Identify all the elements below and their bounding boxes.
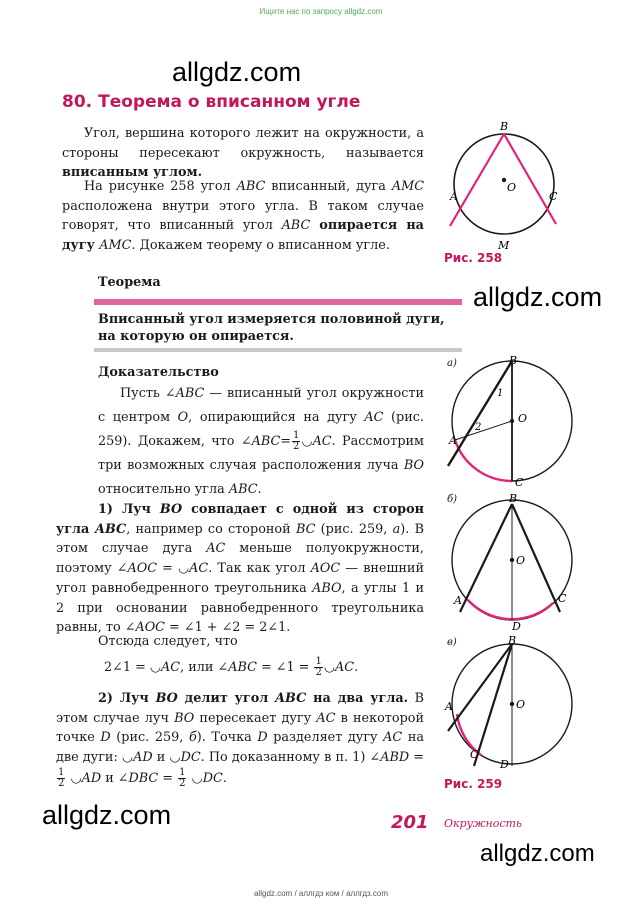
center-point: [510, 419, 514, 423]
fraction: $\frac{1}{2}$: [293, 430, 300, 452]
proof-heading: Доказательство: [98, 365, 219, 380]
case-2-paragraph: 2) Луч BO делит угол ABC на два угла. В этом случае луч BO пересекает дугу AC в некоторой точке D (рис. 259, б). Точка D разделяет дугу AC на две дуги: ◡AD и ◡DC. По доказанному в п. 1) ∠ABD = $\frac{1}{2}$ ◡AD и ∠DBC = $\frac{1}{2}$ ◡DC.: [56, 691, 424, 789]
section-number: 80.: [62, 92, 93, 112]
figure-259b: [440, 490, 590, 630]
side-bc: [474, 644, 512, 766]
label-o: O: [518, 412, 528, 425]
figure-258-caption: Рис. 258: [444, 251, 503, 265]
arc-ac: [455, 440, 512, 481]
label-b: B: [500, 120, 509, 133]
intro-paragraph-2: На рисунке 258 угол ABC вписанный, дуга AMC расположена внутри этого угла. В таком случае говорят, что вписанный угол ABC опирается на дугу AMC. Докажем теорему о вписанном угле.: [62, 179, 424, 254]
segment-ao: [455, 421, 512, 440]
label-b: B: [509, 492, 518, 505]
label-c: C: [515, 476, 524, 489]
figure-259b-label: б): [447, 494, 458, 505]
side-bc: [504, 134, 556, 224]
fraction: $\frac{1}{2}$: [315, 656, 322, 678]
circle: [454, 134, 554, 234]
watermark: allgdz.com: [42, 800, 172, 830]
side-ba: [448, 644, 512, 731]
center-point: [502, 178, 506, 182]
page-number: 201: [391, 812, 429, 833]
bottom-note: allgdz.com / аллгдз ком / аллгдз.com: [253, 889, 389, 898]
figure-259a: [440, 354, 590, 494]
label-o: O: [516, 698, 526, 711]
label-c: C: [470, 748, 479, 761]
figure-259a-label: а): [447, 358, 457, 369]
label-c: C: [549, 190, 558, 203]
side-ba: [450, 134, 504, 226]
intro-paragraph-1: Угол, вершина которого лежит на окружности, а стороны пересекают окружность, называется вписанным углом.: [62, 126, 424, 181]
label-a: A: [454, 594, 462, 607]
watermark: allgdz.com: [172, 57, 302, 87]
running-title: Окружность: [444, 817, 522, 830]
label-d: D: [500, 758, 509, 771]
fraction: $\frac{1}{2}$: [58, 766, 65, 789]
side-ba: [448, 361, 512, 466]
label-m: M: [498, 239, 510, 252]
label-b: B: [508, 634, 517, 647]
label-a: A: [449, 434, 457, 447]
label-d: D: [512, 620, 521, 630]
label-o: O: [507, 181, 517, 194]
case-1-formula: 2∠1 = ◡AC, или ∠ABC = ∠1 = $\frac{1}{2}$ ◡AC.: [104, 656, 359, 678]
label-a: A: [450, 190, 458, 203]
proof-paragraph: Пусть ∠ABC — вписанный угол окружности с центром O, опирающийся на дугу AC (рис. 259). Докажем, что ∠ABC= $\frac{1}{2}$ ◡AC. Рассмотрим три возможных случая расположения луча BO относительно угла ABC.: [98, 386, 425, 497]
header-note: Ищите нас по запросу allgdz.com: [259, 7, 383, 16]
arc-ac: [468, 600, 553, 619]
fraction: $\frac{1}{2}$: [179, 766, 186, 789]
section-title-text: Теорема о вписанном угле: [98, 92, 361, 112]
label-o: O: [516, 554, 526, 567]
label-a: A: [445, 700, 453, 713]
case-1-paragraph: 1) Луч BO совпадает с одной из сторон угла ABC, например со стороной BC (рис. 259, а). В этом случае дуга AC меньше полуокружности, поэтому ∠AOC = ◡AC. Так как угол AOC — внешний угол равнобедренного треугольника ABO, а углы 1 и 2 при основании равнобедренного треугольника равны, то ∠AOC = ∠1 + ∠2 = 2∠1.: [56, 502, 425, 636]
figure-259-caption: Рис. 259: [444, 777, 503, 791]
theorem-heading: Теорема: [98, 275, 161, 290]
label-b: B: [509, 354, 518, 367]
figure-259v: [440, 634, 590, 774]
label-c: C: [558, 592, 567, 605]
label-angle-1: 1: [497, 388, 504, 399]
figure-258: [442, 118, 562, 258]
watermark: allgdz.com: [480, 840, 595, 867]
case-1-follows: Отсюда следует, что: [98, 634, 238, 649]
theorem-bar-bottom: [94, 348, 462, 352]
section-title: [62, 92, 360, 112]
center-point: [510, 558, 514, 562]
theorem-bar-top: [94, 299, 462, 305]
watermark: allgdz.com: [473, 282, 603, 312]
figure-259v-label: в): [447, 637, 457, 648]
label-angle-2: 2: [475, 422, 482, 433]
center-point: [510, 702, 514, 706]
theorem-text: Вписанный угол измеряется половиной дуги, на которую он опирается.: [98, 312, 445, 344]
